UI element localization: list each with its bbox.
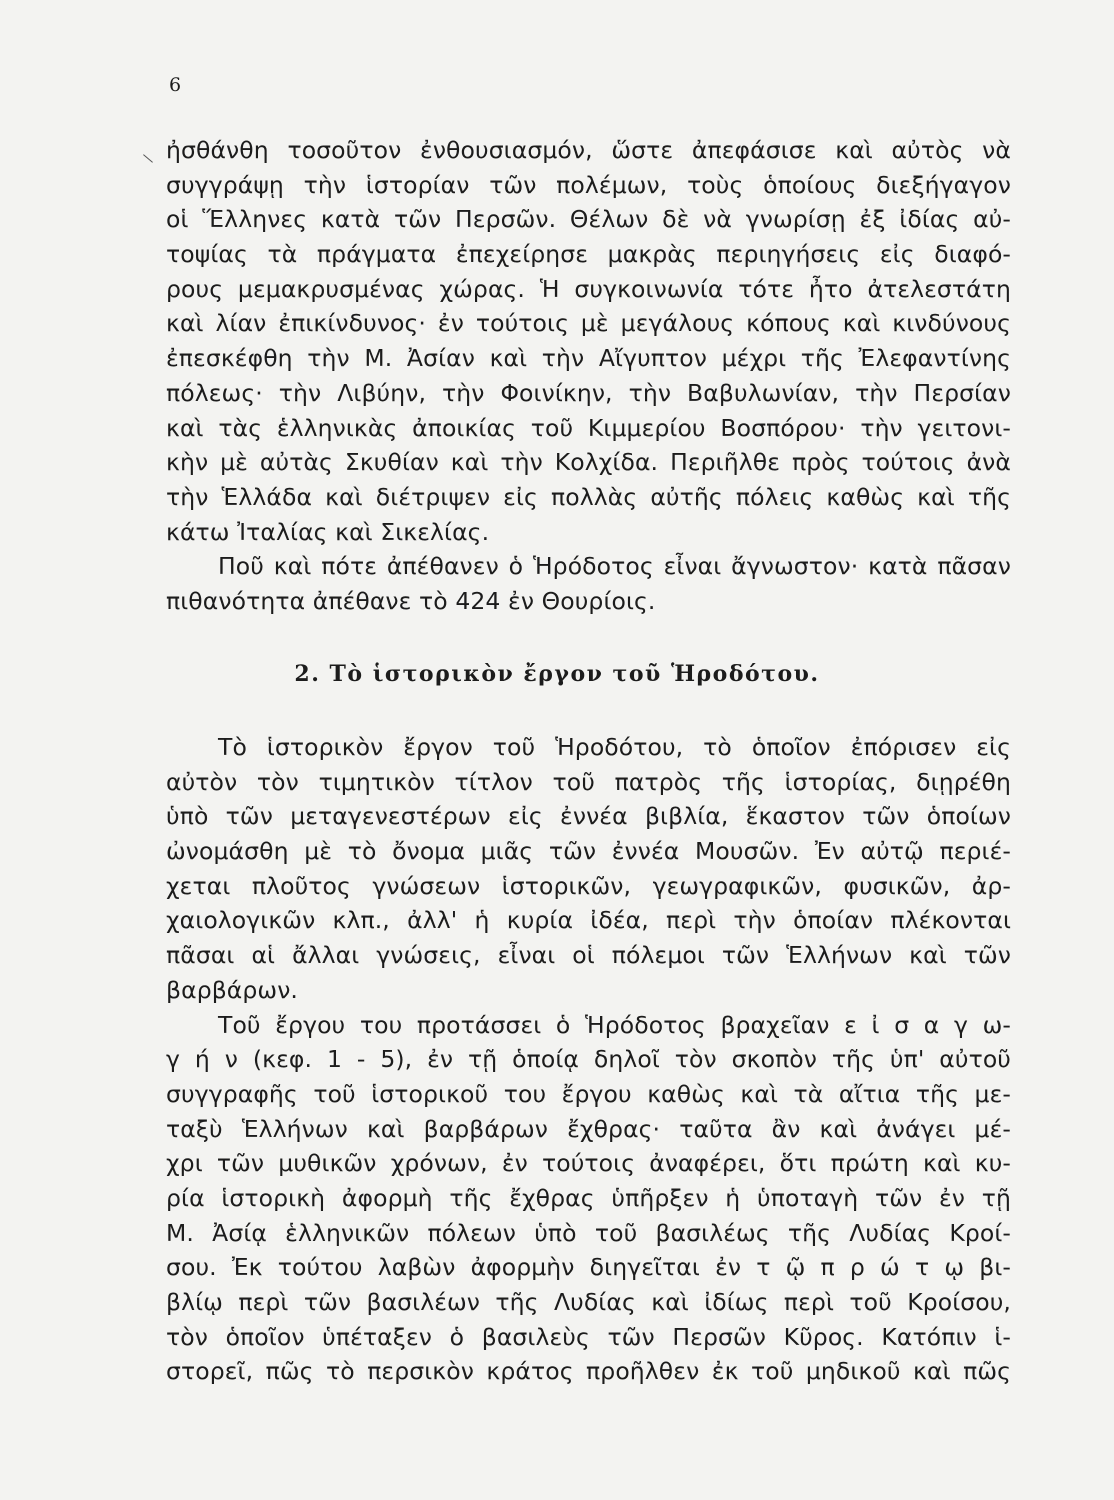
text-line: στορεῖ, πῶς τὸ περσικὸν κράτος προῆλθεν ἐκ τοῦ μηδικοῦ καὶ πῶς	[166, 1357, 1011, 1386]
text-line: τοψίας τὰ πράγματα ἐπεχείρησε μακρὰς περιηγήσεις εἰς διαφό-	[166, 240, 1011, 269]
text-line: τὸν ὁποῖον ὑπέταξεν ὁ βασιλεὺς τῶν Περσῶν Κῦρος. Κατόπιν ἱ-	[166, 1322, 1011, 1351]
text-line: ἐπεσκέφθη τὴν Μ. Ἀσίαν καὶ τὴν Αἴγυπτον μέχρι τῆς Ἐλεφαντίνης	[166, 344, 1011, 373]
text-line: ρους μεμακρυσμένας χώρας. Ἡ συγκοινωνία τότε ἦτο ἀτελεστάτη	[166, 274, 1011, 303]
margin-mark	[143, 154, 153, 162]
text-line: συγγραφῆς τοῦ ἱστορικοῦ του ἔργου καθὼς καὶ τὰ αἴτια τῆς με-	[166, 1079, 1011, 1108]
text-line: ὠνομάσθη μὲ τὸ ὄνομα μιᾶς τῶν ἐννέα Μουσῶν. Ἐν αὐτῷ περιέ-	[166, 837, 1011, 866]
text-line: γ ή ν (κεφ. 1 - 5), ἐν τῇ ὁποίᾳ δηλοῖ τὸν σκοπὸν τῆς ὑπ' αὐτοῦ	[166, 1045, 1011, 1074]
section-heading: 2. Τὸ ἱστορικὸν ἔργον τοῦ Ἡροδότου.	[294, 661, 820, 687]
paragraph-block-work	[166, 730, 1011, 1389]
text-line: καὶ λίαν ἐπικίνδυνος· ἐν τούτοις μὲ μεγάλους κόπους καὶ κινδύνους	[166, 309, 1011, 338]
text-line: βαρβάρων.	[166, 975, 298, 1004]
text-line: αὐτὸν τὸν τιμητικὸν τίτλον τοῦ πατρὸς τῆς ἱστορίας, διῃρέθη	[166, 767, 1011, 796]
text-line: τὴν Ἑλλάδα καὶ διέτριψεν εἰς πολλὰς αὐτῆς πόλεις καθὼς καὶ τῆς	[166, 482, 1011, 511]
text-line: οἱ Ἕλληνες κατὰ τῶν Περσῶν. Θέλων δὲ νὰ γνωρίσῃ ἐξ ἰδίας αὐ-	[166, 205, 1011, 234]
text-line: ταξὺ Ἑλλήνων καὶ βαρβάρων ἔχθρας· ταῦτα ἂν καὶ ἀνάγει μέ-	[166, 1114, 1011, 1143]
paragraph-block-biography	[166, 133, 1011, 619]
text-line: χαιολογικῶν κλπ., ἀλλ' ἡ κυρία ἰδέα, περὶ τὴν ὁποίαν πλέκονται	[166, 906, 1011, 935]
text-line: πιθανότητα ἀπέθανε τὸ 424 ἐν Θουρίοις.	[166, 586, 656, 615]
text-line: χρι τῶν μυθικῶν χρόνων, ἐν τούτοις ἀναφέρει, ὅτι πρώτη καὶ κυ-	[166, 1149, 1011, 1178]
text-line: Τὸ ἱστορικὸν ἔργον τοῦ Ἡροδότου, τὸ ὁποῖον ἐπόρισεν εἰς	[218, 733, 1011, 761]
text-line: κάτω Ἰταλίας καὶ Σικελίας.	[166, 517, 490, 546]
text-line: πᾶσαι αἱ ἄλλαι γνώσεις, εἶναι οἱ πόλεμοι τῶν Ἑλλήνων καὶ τῶν	[166, 941, 1011, 970]
text-line: χεται πλοῦτος γνώσεων ἱστορικῶν, γεωγραφικῶν, φυσικῶν, ἀρ-	[166, 871, 1011, 900]
text-line: ὑπὸ τῶν μεταγενεστέρων εἰς ἐννέα βιβλία, ἕκαστον τῶν ὁποίων	[166, 802, 1011, 831]
text-line: καὶ τὰς ἑλληνικὰς ἀποικίας τοῦ Κιμμερίου Βοσπόρου· τὴν γειτονι-	[166, 413, 1011, 442]
text-line: Μ. Ἀσίᾳ ἑλληνικῶν πόλεων ὑπὸ τοῦ βασιλέως τῆς Λυδίας Κροί-	[166, 1218, 1011, 1247]
text-line: κὴν μὲ αὐτὰς Σκυθίαν καὶ τὴν Κολχίδα. Περιῆλθε πρὸς τούτοις ἀνὰ	[166, 448, 1011, 477]
page-number: 6	[169, 74, 182, 96]
text-line: Ποῦ καὶ πότε ἀπέθανεν ὁ Ἡρόδοτος εἶναι ἄγνωστον· κατὰ πᾶσαν	[218, 552, 1011, 581]
text-line: βλίῳ περὶ τῶν βασιλέων τῆς Λυδίας καὶ ἰδίως περὶ τοῦ Κροίσου,	[166, 1288, 1011, 1316]
text-line: συγγράψῃ τὴν ἱστορίαν τῶν πολέμων, τοὺς ὁποίους διεξήγαγον	[166, 170, 1011, 199]
text-line: πόλεως· τὴν Λιβύην, τὴν Φοινίκην, τὴν Βαβυλωνίαν, τὴν Περσίαν	[166, 378, 1011, 407]
text-line: Τοῦ ἔργου του προτάσσει ὁ Ἡρόδοτος βραχεῖαν ε ἰ σ α γ ω-	[218, 1010, 1011, 1039]
text-line: ρία ἱστορικὴ ἀφορμὴ τῆς ἔχθρας ὑπῆρξεν ἡ ὑποταγὴ τῶν ἐν τῇ	[166, 1183, 1011, 1212]
text-line: ἠσθάνθη τοσοῦτον ἐνθουσιασμόν, ὥστε ἀπεφάσισε καὶ αὐτὸς νὰ	[166, 136, 1011, 164]
text-line: σου. Ἐκ τούτου λαβὼν ἀφορμὴν διηγεῖται ἐν τ ῷ π ρ ώ τ ῳ βι-	[166, 1253, 1011, 1282]
